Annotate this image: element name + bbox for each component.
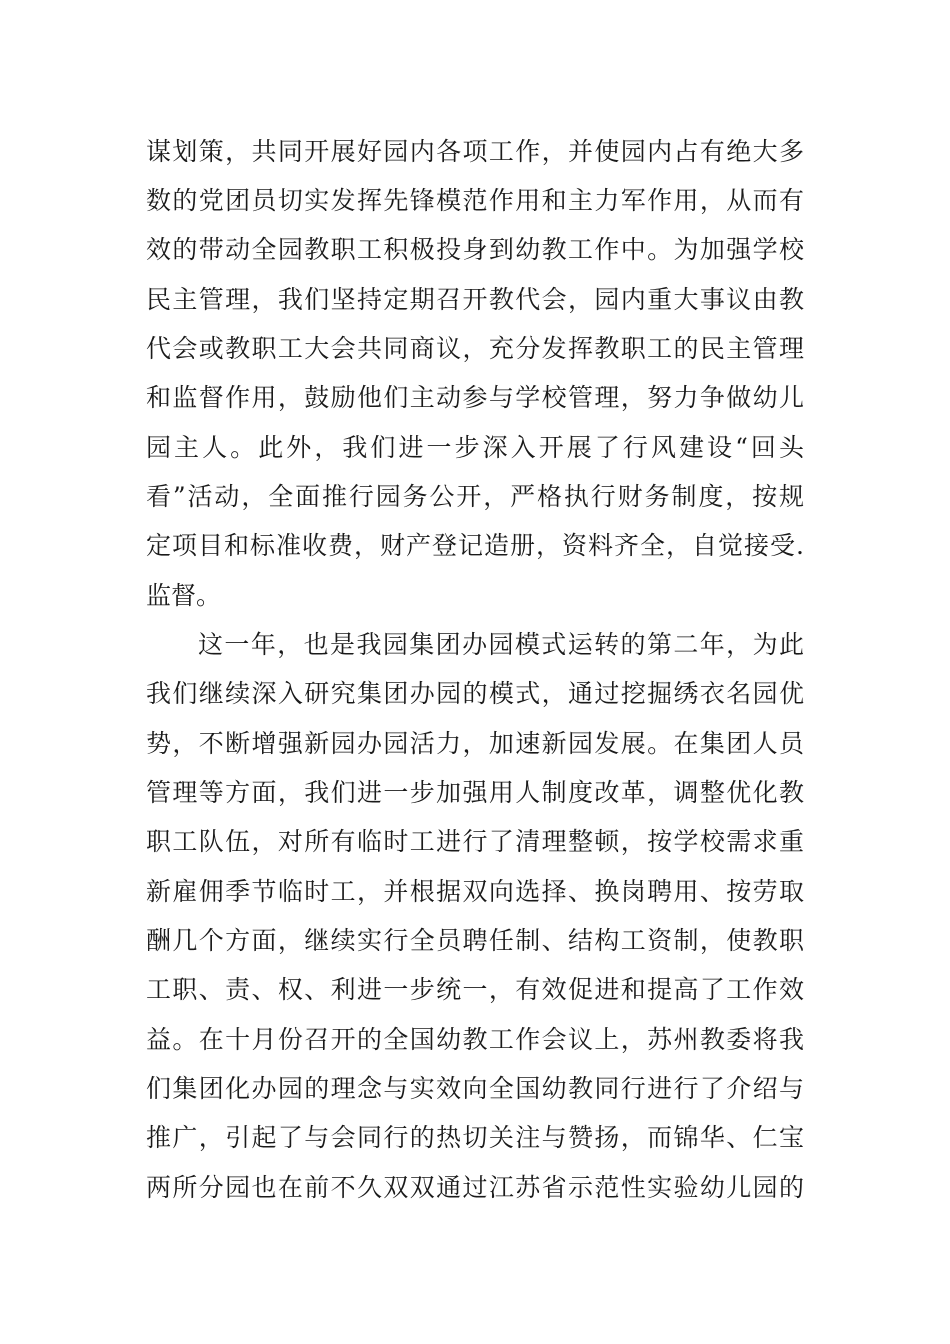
text-line: 代会或教职工大会共同商议，充分发挥教职工的民主管理 bbox=[146, 334, 804, 363]
text-line: 们集团化办园的理念与实效向全国幼教同行进行了介绍与 bbox=[146, 1074, 804, 1103]
text-line: 两所分园也在前不久双双通过江苏省示范性实验幼儿园的 bbox=[146, 1173, 804, 1202]
text-line: 园主人。此外，我们进一步深入开展了行风建设“回头 bbox=[146, 433, 804, 462]
text-line: 我们继续深入研究集团办园的模式，通过挖掘绣衣名园优 bbox=[146, 679, 804, 708]
text-line: 职工队伍，对所有临时工进行了清理整顿，按学校需求重 bbox=[146, 827, 804, 856]
text-line: 推广，引起了与会同行的热切关注与赞扬，而锦华、仁宝 bbox=[146, 1123, 804, 1152]
text-line: 这一年，也是我园集团办园模式运转的第二年，为此 bbox=[198, 630, 804, 659]
text-line: 酬几个方面，继续实行全员聘任制、结构工资制，使教职 bbox=[146, 926, 804, 955]
text-line: 民主管理，我们坚持定期召开教代会，园内重大事议由教 bbox=[146, 285, 804, 314]
text-line: 新雇佣季节临时工，并根据双向选择、换岗聘用、按劳取 bbox=[146, 877, 804, 906]
text-line: 定项目和标准收费，财产登记造册，资料齐全，自觉接受. bbox=[146, 531, 804, 560]
text-line: 工职、责、权、利进一步统一，有效促进和提高了工作效 bbox=[146, 975, 804, 1004]
text-line: 谋划策，共同开展好园内各项工作，并使园内占有绝大多 bbox=[146, 137, 804, 166]
text-line: 数的党团员切实发挥先锋模范作用和主力军作用，从而有 bbox=[146, 186, 804, 215]
text-line: 看”活动，全面推行园务公开，严格执行财务制度，按规 bbox=[146, 482, 804, 511]
text-line: 益。在十月份召开的全国幼教工作会议上，苏州教委将我 bbox=[146, 1025, 804, 1054]
text-line: 管理等方面，我们进一步加强用人制度改革，调整优化教 bbox=[146, 778, 804, 807]
text-line: 势，不断增强新园办园活力，加速新园发展。在集团人员 bbox=[146, 729, 804, 758]
text-line: 和监督作用，鼓励他们主动参与学校管理，努力争做幼儿 bbox=[146, 383, 804, 412]
text-line: 监督。 bbox=[146, 581, 222, 610]
text-line: 效的带动全园教职工积极投身到幼教工作中。为加强学校 bbox=[146, 235, 804, 264]
